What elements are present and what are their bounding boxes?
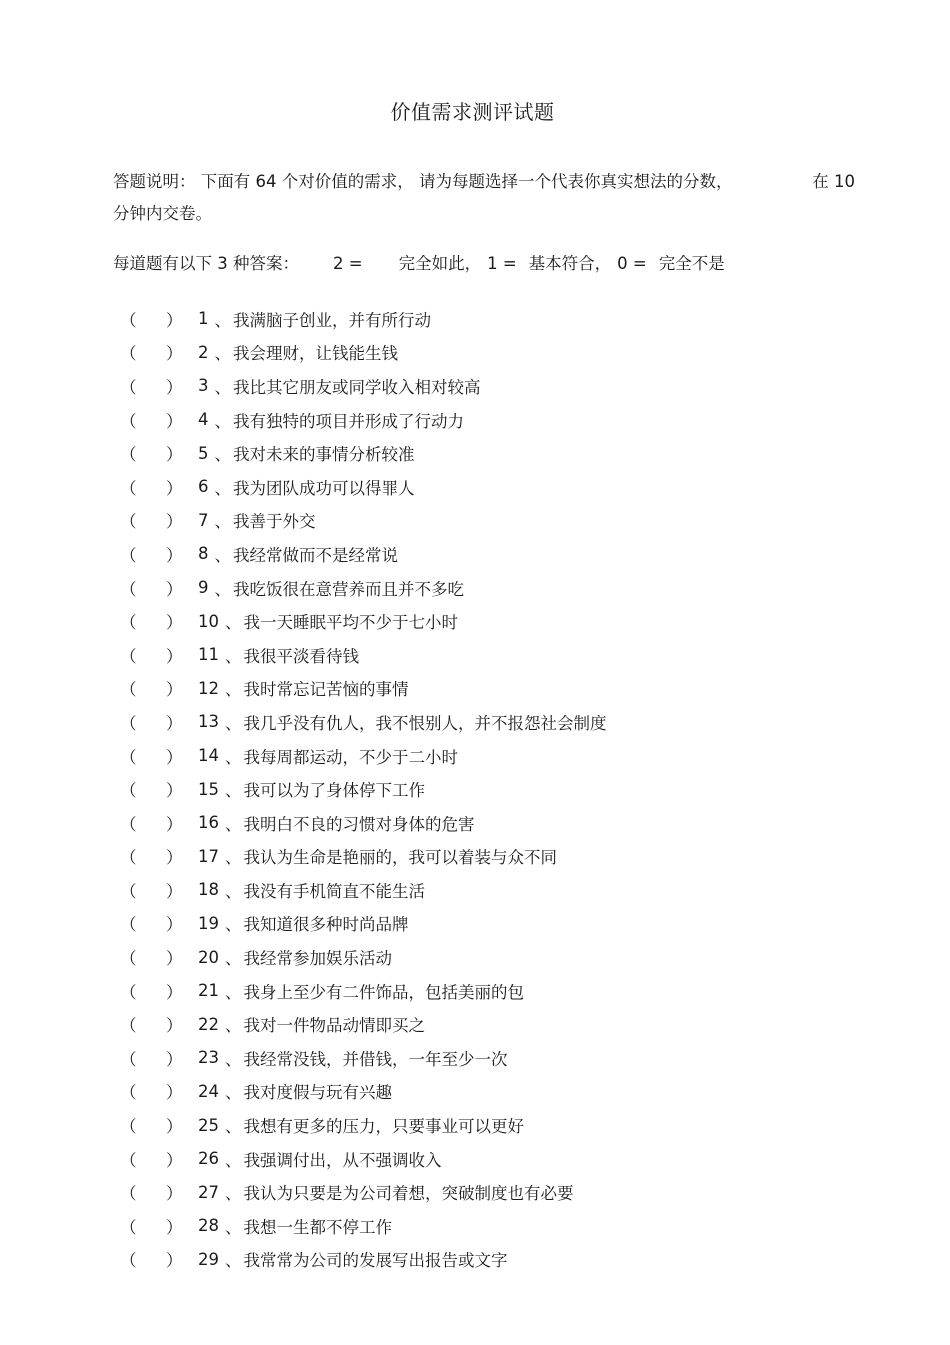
question-separator: 、 <box>225 747 242 767</box>
question-separator: 、 <box>225 1184 242 1204</box>
question-number: 8 <box>198 544 209 564</box>
question-item <box>120 1142 607 1176</box>
question-item <box>120 504 607 538</box>
instructions-line-1 <box>113 166 855 198</box>
answer-blank-close: ） <box>166 1083 183 1103</box>
answer-blank-open[interactable]: （ <box>120 915 137 935</box>
answer-blank-close: ） <box>166 512 183 532</box>
page-title: 价值需求测评试题 <box>390 100 555 124</box>
instructions-text: 答题说明： 下面有 64 个对价值的需求， 请为每题选择一个代表你真实想法的分数， <box>113 172 733 191</box>
question-item <box>120 907 607 941</box>
answer-blank-close: ） <box>166 915 183 935</box>
question-item <box>120 806 607 840</box>
question-text: 我吃饭很在意营养而且并不多吃 <box>233 579 464 599</box>
answer-blank-open[interactable]: （ <box>120 1117 137 1137</box>
question-text: 我有独特的项目并形成了行动力 <box>233 411 464 431</box>
question-item <box>120 1175 607 1209</box>
question-number: 28 <box>198 1216 219 1236</box>
answer-option-0-text: 完全不是 <box>658 254 725 273</box>
question-item <box>120 1243 607 1277</box>
question-number: 20 <box>198 947 219 967</box>
question-separator: 、 <box>214 512 231 532</box>
question-separator: 、 <box>225 915 242 935</box>
question-item <box>120 739 607 773</box>
question-text: 我认为只要是为公司着想，突破制度也有必要 <box>243 1184 574 1204</box>
question-separator: 、 <box>225 713 242 733</box>
question-number: 1 <box>198 309 209 329</box>
question-text: 我强调付出，从不强调收入 <box>243 1150 442 1170</box>
answer-blank-open[interactable]: （ <box>120 310 137 330</box>
question-number: 26 <box>198 1149 219 1169</box>
question-number: 19 <box>198 913 219 933</box>
answer-blank-close: ） <box>166 982 183 1002</box>
question-separator: 、 <box>225 1217 242 1237</box>
answer-blank-close: ） <box>166 680 183 700</box>
answer-blank-close: ） <box>166 781 183 801</box>
question-separator: 、 <box>225 848 242 868</box>
answer-blank-open[interactable]: （ <box>120 848 137 868</box>
answer-blank-close: ） <box>166 1184 183 1204</box>
question-number: 15 <box>198 779 219 799</box>
question-separator: 、 <box>214 411 231 431</box>
question-number: 3 <box>198 376 209 396</box>
question-text: 我几乎没有仇人，我不恨别人，并不报怨社会制度 <box>243 713 607 733</box>
question-text: 我知道很多种时尚品牌 <box>243 915 409 935</box>
question-item <box>120 772 607 806</box>
question-number: 7 <box>198 510 209 530</box>
question-text: 我经常做而不是经常说 <box>233 545 398 565</box>
question-item <box>120 470 607 504</box>
question-item <box>120 974 607 1008</box>
question-text: 我一天睡眠平均不少于七小时 <box>243 613 458 633</box>
answer-scale <box>113 251 725 277</box>
question-number: 24 <box>198 1081 219 1101</box>
answer-blank-open[interactable]: （ <box>120 1251 137 1271</box>
question-text: 我没有手机简直不能生活 <box>243 881 425 901</box>
question-number: 25 <box>198 1115 219 1135</box>
question-text: 我为团队成功可以得罪人 <box>233 478 415 498</box>
answer-blank-close: ） <box>166 713 183 733</box>
question-item <box>120 571 607 605</box>
question-separator: 、 <box>214 478 231 498</box>
question-number: 10 <box>198 611 219 631</box>
answer-option-2-text: 完全如此， <box>398 254 482 273</box>
question-number: 11 <box>198 645 219 665</box>
answer-blank-open[interactable]: （ <box>120 377 137 397</box>
question-text: 我满脑子创业，并有所行动 <box>233 310 431 330</box>
question-text: 我对一件物品动情即买之 <box>243 1016 425 1036</box>
question-item <box>120 336 607 370</box>
question-number: 29 <box>198 1249 219 1269</box>
question-item <box>120 873 607 907</box>
question-item <box>120 302 607 336</box>
question-item <box>120 1108 607 1142</box>
answer-blank-open[interactable]: （ <box>120 1184 137 1204</box>
question-item <box>120 1209 607 1243</box>
question-number: 16 <box>198 813 219 833</box>
answer-blank-open[interactable]: （ <box>120 545 137 565</box>
answer-blank-open[interactable]: （ <box>120 747 137 767</box>
answer-blank-close: ） <box>166 344 183 364</box>
answer-blank-open[interactable]: （ <box>120 478 137 498</box>
question-text: 我经常没钱，并借钱，一年至少一次 <box>243 1049 508 1069</box>
question-text: 我认为生命是艳丽的，我可以着装与众不同 <box>243 848 557 868</box>
question-separator: 、 <box>214 377 231 397</box>
answer-blank-close: ） <box>166 310 183 330</box>
question-separator: 、 <box>225 949 242 969</box>
question-item <box>120 537 607 571</box>
answer-blank-close: ） <box>166 848 183 868</box>
answer-blank-close: ） <box>166 646 183 666</box>
question-item <box>120 403 607 437</box>
answer-blank-close: ） <box>166 747 183 767</box>
answer-blank-close: ） <box>166 1117 183 1137</box>
answer-blank-close: ） <box>166 1217 183 1237</box>
answer-blank-open[interactable]: （ <box>120 713 137 733</box>
question-separator: 、 <box>225 1117 242 1137</box>
answer-option-0: 0 = <box>617 254 647 273</box>
answer-blank-close: ） <box>166 377 183 397</box>
question-number: 14 <box>198 746 219 766</box>
question-item <box>120 1007 607 1041</box>
answer-blank-close: ） <box>166 1049 183 1069</box>
answer-scale-label: 每道题有以下 3 种答案： <box>113 254 299 273</box>
answer-blank-open[interactable]: （ <box>120 445 137 465</box>
question-separator: 、 <box>225 646 242 666</box>
question-number: 13 <box>198 712 219 732</box>
question-text: 我明白不良的习惯对身体的危害 <box>243 814 475 834</box>
question-text: 我对未来的事情分析较准 <box>233 445 415 465</box>
question-item <box>120 1041 607 1075</box>
answer-blank-open[interactable]: （ <box>120 680 137 700</box>
question-text: 我时常忘记苦恼的事情 <box>243 680 409 700</box>
question-number: 6 <box>198 477 209 497</box>
question-item <box>120 840 607 874</box>
answer-blank-open[interactable]: （ <box>120 411 137 431</box>
answer-blank-close: ） <box>166 814 183 834</box>
question-item <box>120 369 607 403</box>
question-separator: 、 <box>214 310 231 330</box>
answer-blank-open[interactable]: （ <box>120 512 137 532</box>
question-text: 我对度假与玩有兴趣 <box>243 1083 392 1103</box>
question-separator: 、 <box>225 781 242 801</box>
question-separator: 、 <box>225 1049 242 1069</box>
answer-blank-close: ） <box>166 1016 183 1036</box>
question-number: 17 <box>198 846 219 866</box>
question-text: 我善于外交 <box>233 512 316 532</box>
question-text: 我每周都运动，不少于二小时 <box>243 747 458 767</box>
question-item <box>120 672 607 706</box>
question-item <box>120 638 607 672</box>
question-number: 9 <box>198 578 209 598</box>
answer-blank-open[interactable]: （ <box>120 579 137 599</box>
question-item <box>120 705 607 739</box>
question-text: 我可以为了身体停下工作 <box>243 781 425 801</box>
question-number: 22 <box>198 1014 219 1034</box>
question-separator: 、 <box>214 445 231 465</box>
question-item <box>120 940 607 974</box>
answer-blank-open[interactable]: （ <box>120 646 137 666</box>
answer-blank-open[interactable]: （ <box>120 781 137 801</box>
answer-blank-close: ） <box>166 478 183 498</box>
question-separator: 、 <box>225 1150 242 1170</box>
question-text: 我会理财，让钱能生钱 <box>233 344 398 364</box>
answer-option-2: 2 = <box>333 254 363 273</box>
question-number: 21 <box>198 981 219 1001</box>
question-text: 我想有更多的压力，只要事业可以更好 <box>243 1117 524 1137</box>
answer-blank-open[interactable]: （ <box>120 949 137 969</box>
answer-blank-open[interactable]: （ <box>120 982 137 1002</box>
question-number: 18 <box>198 880 219 900</box>
question-number: 2 <box>198 342 209 362</box>
question-text: 我很平淡看待钱 <box>243 646 359 666</box>
question-number: 12 <box>198 678 219 698</box>
answer-blank-close: ） <box>166 579 183 599</box>
question-number: 5 <box>198 443 209 463</box>
question-number: 23 <box>198 1048 219 1068</box>
instructions <box>113 166 855 230</box>
answer-blank-close: ） <box>166 949 183 969</box>
question-separator: 、 <box>225 982 242 1002</box>
question-separator: 、 <box>225 613 242 633</box>
answer-blank-open[interactable]: （ <box>120 881 137 901</box>
question-separator: 、 <box>214 545 231 565</box>
answer-blank-close: ） <box>166 613 183 633</box>
question-text: 我比其它朋友或同学收入相对较高 <box>233 377 481 397</box>
answer-option-1: 1 = <box>487 254 517 273</box>
instructions-time-limit: 在 10 <box>812 172 855 191</box>
question-separator: 、 <box>225 814 242 834</box>
question-separator: 、 <box>225 1251 242 1271</box>
answer-blank-open[interactable]: （ <box>120 1016 137 1036</box>
question-list <box>120 302 607 1276</box>
answer-option-1-text: 基本符合， <box>528 254 612 273</box>
question-text: 我常常为公司的发展写出报告或文字 <box>243 1251 508 1271</box>
answer-blank-close: ） <box>166 545 183 565</box>
question-number: 27 <box>198 1182 219 1202</box>
answer-blank-close: ） <box>166 445 183 465</box>
question-separator: 、 <box>214 579 231 599</box>
question-number: 4 <box>198 410 209 430</box>
answer-blank-open[interactable]: （ <box>120 1083 137 1103</box>
question-separator: 、 <box>214 344 231 364</box>
question-item <box>120 604 607 638</box>
question-separator: 、 <box>225 1083 242 1103</box>
answer-blank-close: ） <box>166 1251 183 1271</box>
question-separator: 、 <box>225 680 242 700</box>
question-item <box>120 1075 607 1109</box>
question-separator: 、 <box>225 1016 242 1036</box>
question-text: 我想一生都不停工作 <box>243 1217 392 1237</box>
question-text: 我身上至少有二件饰品，包括美丽的包 <box>243 982 524 1002</box>
answer-blank-open[interactable]: （ <box>120 1049 137 1069</box>
answer-blank-open[interactable]: （ <box>120 344 137 364</box>
question-separator: 、 <box>225 881 242 901</box>
answer-blank-open[interactable]: （ <box>120 613 137 633</box>
answer-blank-open[interactable]: （ <box>120 1150 137 1170</box>
answer-blank-close: ） <box>166 1150 183 1170</box>
question-text: 我经常参加娱乐活动 <box>243 949 392 969</box>
answer-blank-close: ） <box>166 411 183 431</box>
answer-blank-close: ） <box>166 881 183 901</box>
instructions-line-2: 分钟内交卷。 <box>113 204 212 223</box>
answer-blank-open[interactable]: （ <box>120 1217 137 1237</box>
answer-blank-open[interactable]: （ <box>120 814 137 834</box>
question-item <box>120 436 607 470</box>
